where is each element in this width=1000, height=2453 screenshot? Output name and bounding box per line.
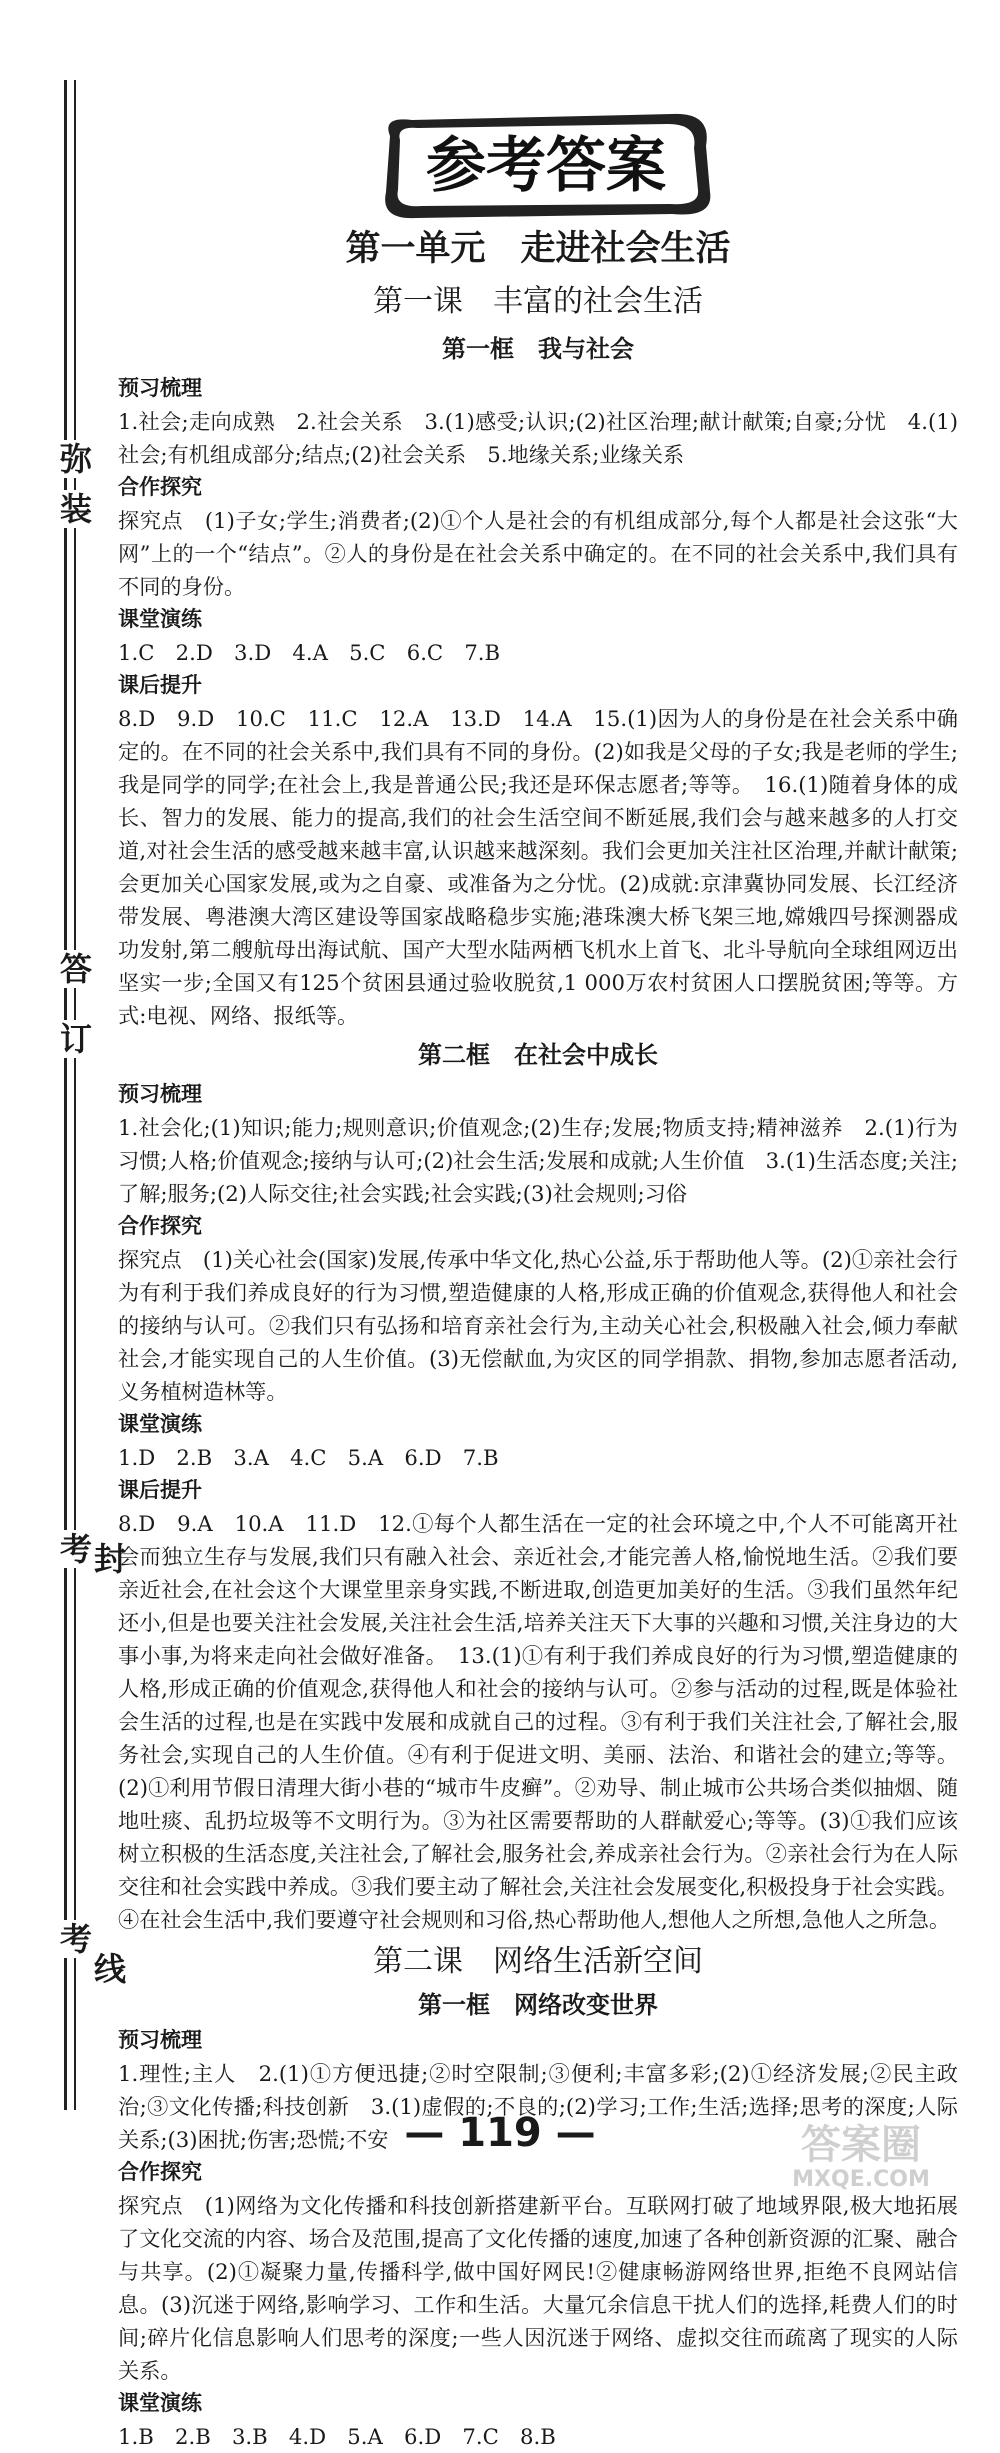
watermark-graphic bbox=[736, 2112, 986, 2192]
binding-mark: 弥 bbox=[59, 440, 92, 478]
section-label: 预习梳理 bbox=[118, 2028, 202, 2052]
section-label: 课堂演练 bbox=[118, 2391, 202, 2415]
section-label: 课后提升 bbox=[118, 1478, 202, 1502]
binding-mark: 封 bbox=[93, 1540, 126, 1578]
section-text: 1.社会化;(1)知识;能力;规则意识;价值观念;(2)生存;发展;物质支持;精神滋养 2.(1)行为习惯;人格;价值观念;接纳与认可;(2)社会生活;发展和成就;人生价值 3.(1)生活态度;关注;了解;服务;(2)人际交往;社会实践;社会实践;(3)社会规则;习俗 bbox=[118, 1115, 958, 1206]
section-text: 8.D 9.D 10.C 11.C 12.A 13.D 14.A 15.(1)因为人的身份是在社会关系中确定的。在不同的社会关系中,我们具有不同的身份。(2)如我是父母的子女;我是老师的学生;我是同学的同学;在社会上,我是普通公民;我还是环保志愿者;等等。 16.(1)随着身体的成长、智力的发展、能力的提高,我们的社会生活空间不断延展,我们会与越来越多的人打交道,对社会生活的感受越来越丰富,认识越来越深刻。我们会更加关注社区治理,并献计献策;会更加关心国家发展,或为之自豪、或准备为之分忧。(2)成就:京津冀协同发展、长江经济带发展、粤港澳大湾区建设等国家战略稳步实施;港珠澳大桥飞架三地,嫦娥四号探测器成功发射,第二艘航母出海试航、国产大型水陆两栖飞机水上首飞、北斗导航向全球组网迈出坚实一步;全国又有125个贫困县通过验收脱贫,1 000万农村贫困人口摆脱贫困;等等。方式:电视、网络、报纸等。 bbox=[118, 706, 958, 1028]
section-text: 探究点 (1)关心社会(国家)发展,传承中华文化,热心公益,乐于帮助他人等。(2)①亲社会行为有利于我们养成良好的行为习惯,塑造健康的人格,形成正确的价值观念,获得他人和社会的接纳与认可。②我们只有弘扬和培育亲社会行为,主动关心社会,积极融入社会,倾力奉献社会,才能实现自己的人生价值。(3)无偿献血,为灾区的同学捐款、捐物,参加志愿者活动,义务植树造林等。 bbox=[118, 1247, 958, 1404]
section-label: 预习梳理 bbox=[118, 1082, 202, 1106]
watermark-url: MXQE.COM bbox=[792, 2167, 930, 2192]
binding-margin bbox=[28, 80, 126, 2110]
binding-mark: 考 bbox=[59, 1530, 92, 1568]
section-text: 1.理性;主人 2.(1)①方便迅捷;②时空限制;③便利;丰富多彩;(2)①经济发展;②民主政治;③文化传播;科技创新 3.(1)虚假的;不良的;(2)学习;工作;生活;选择;思考的深度;人际关系;(3)困扰;伤害;恐慌;不安 bbox=[118, 2061, 958, 2152]
section-label: 合作探究 bbox=[118, 1214, 202, 1238]
logo-graphic bbox=[372, 106, 720, 224]
unit-title: 第一单元 走进社会生活 bbox=[345, 229, 731, 269]
section-label: 合作探究 bbox=[118, 475, 202, 499]
binding-mark: 装 bbox=[59, 490, 92, 528]
lesson-title: 第一课 丰富的社会生活 bbox=[373, 284, 703, 319]
frame-title: 第一框 我与社会 bbox=[442, 335, 634, 363]
answer-key-logo bbox=[372, 106, 720, 224]
binding-mark: 考 bbox=[59, 1920, 92, 1958]
section-text: 1.B 2.B 3.B 4.D 5.A 6.D 7.C 8.B bbox=[118, 2424, 556, 2449]
lesson-title: 第二课 网络生活新空间 bbox=[373, 1944, 703, 1979]
binding-mark: 订 bbox=[59, 1020, 92, 1058]
frame-title: 第二框 在社会中成长 bbox=[418, 1041, 658, 1069]
section-label: 课后提升 bbox=[118, 673, 202, 697]
section-text: 探究点 (1)子女;学生;消费者;(2)①个人是社会的有机组成部分,每个人都是社会这张“大网”上的一个“结点”。②人的身份是在社会关系中确定的。在不同的社会关系中,我们具有不同的身份。 bbox=[118, 508, 958, 599]
section-label: 课堂演练 bbox=[118, 1412, 202, 1436]
watermark-logo bbox=[736, 2112, 986, 2192]
section-label: 课堂演练 bbox=[118, 607, 202, 631]
watermark-text: 答案圈 bbox=[801, 2122, 921, 2168]
section-text: 探究点 (1)网络为文化传播和科技创新搭建新平台。互联网打破了地域界限,极大地拓展了文化交流的内容、场合及范围,提高了文化传播的速度,加速了各种创新资源的汇聚、融合与共享。(2)①凝聚力量,传播科学,做中国好网民!②健康畅游网络世界,拒绝不良网站信息。(3)沉迷于网络,影响学习、工作和生活。大量冗余信息干扰人们的选择,耗费人们的时间;碎片化信息影响人们思考的深度;一些人因沉迷于网络、虚拟交往而疏离了现实的人际关系。 bbox=[118, 2193, 958, 2383]
binding-rule bbox=[64, 80, 67, 2110]
section-text: 1.D 2.B 3.A 4.C 5.A 6.D 7.B bbox=[118, 1445, 499, 1470]
binding-rule-thin bbox=[74, 80, 76, 2110]
section-label: 合作探究 bbox=[118, 2160, 202, 2184]
binding-mark: 答 bbox=[59, 950, 92, 988]
binding-mark: 线 bbox=[93, 1950, 126, 1988]
section-text: 1.社会;走向成熟 2.社会关系 3.(1)感受;认识;(2)社区治理;献计献策;自豪;分忧 4.(1)社会;有机组成部分;结点;(2)社会关系 5.地缘关系;业缘关系 bbox=[118, 409, 958, 467]
page-number: — 119 — bbox=[404, 2110, 596, 2156]
logo-text: 参考答案 bbox=[426, 131, 666, 201]
section-text: 1.C 2.D 3.D 4.A 5.C 6.C 7.B bbox=[118, 640, 501, 665]
frame-title: 第一框 网络改变世界 bbox=[418, 1991, 658, 2019]
section-text: 8.D 9.A 10.A 11.D 12.①每个人都生活在一定的社会环境之中,个人不可能离开社会而独立生存与发展,我们只有融入社会、亲近社会,才能完善人格,愉悦地生活。②我们要亲近社会,在社会这个大课堂里亲身实践,不断进取,创造更加美好的生活。③我们虽然年纪还小,但是也要关注社会发展,关注社会生活,培养关注天下大事的兴趣和习惯,关注身边的大事小事,为将来走向社会做好准备。 13.(1)①有利于我们养成良好的行为习惯,塑造健康的人格,形成正确的价值观念,获得他人和社会的接纳与认可。②参与活动的过程,既是体验社会生活的过程,也是在实践中发展和成就自己的过程。③有利于我们关注社会,了解社会,服务社会,实现自己的人生价值。④有利于促进文明、美丽、法治、和谐社会的建立;等等。(2)①利用节假日清理大街小巷的“城市牛皮癣”。②劝导、制止城市公共场合类似抽烟、随地吐痰、乱扔垃圾等不文明行为。③为社区需要帮助的人群献爱心;等等。(3)①我们应该树立积极的生活态度,关注社会,了解社会,服务社会,养成亲社会行为。②亲社会行为在人际交往和社会实践中养成。③我们要主动了解社会,关注社会发展变化,积极投身于社会实践。④在社会生活中,我们要遵守社会规则和习俗,热心帮助他人,想他人之所想,急他人之所急。 bbox=[118, 1511, 958, 1932]
section-label: 预习梳理 bbox=[118, 376, 202, 400]
